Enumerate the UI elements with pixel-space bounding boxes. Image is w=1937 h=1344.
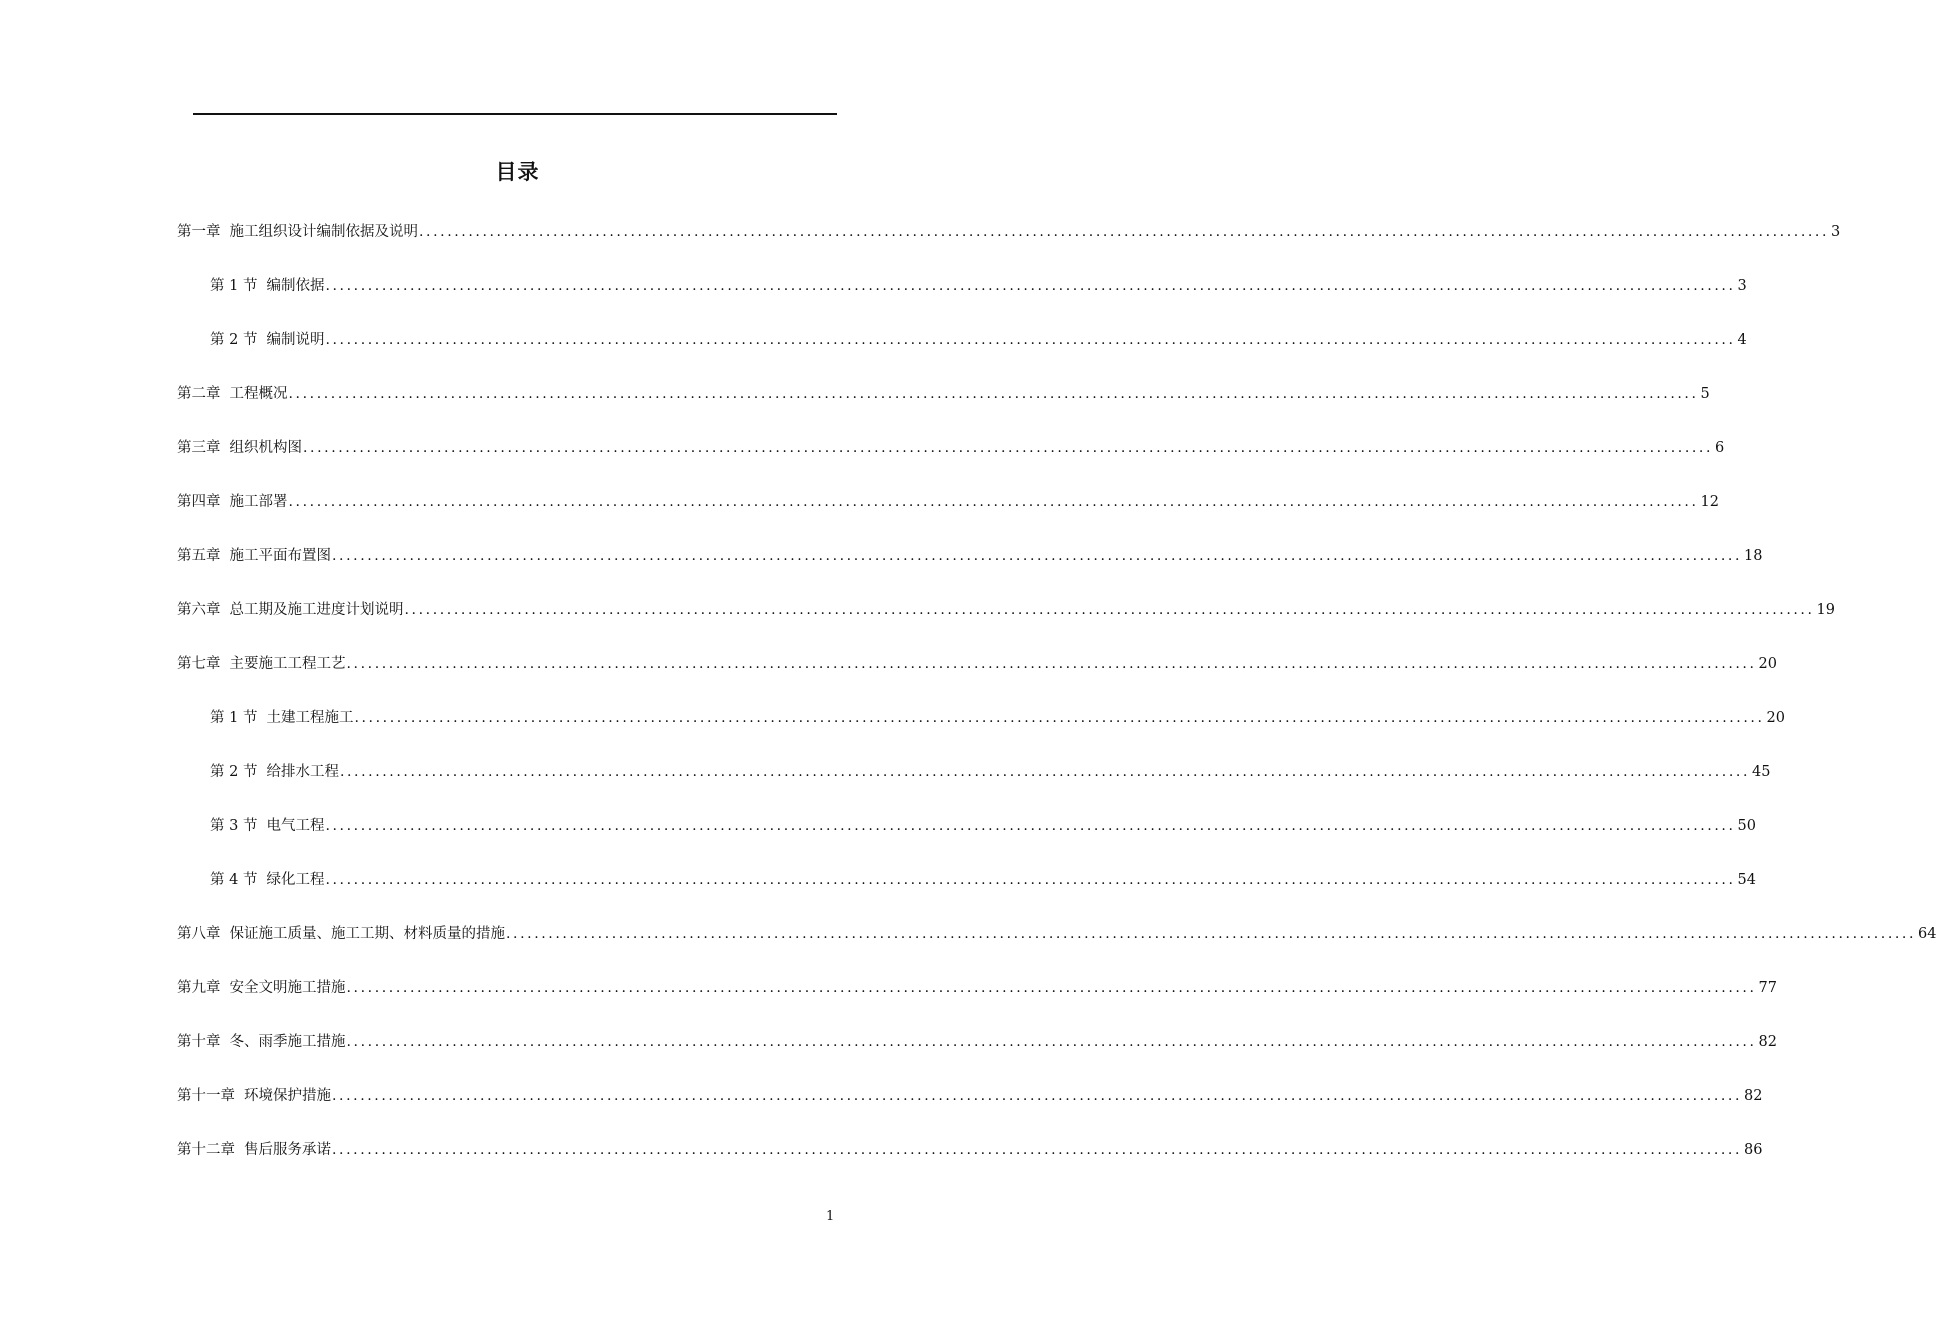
toc-entry[interactable] xyxy=(210,866,1756,890)
toc-dot-leader: ........................................................................................................................................................................................................ xyxy=(339,764,1750,780)
toc-entry[interactable] xyxy=(177,1136,1763,1160)
toc-entry-title: 编制依据 xyxy=(266,278,325,294)
toc-dot-leader: ........................................................................................................................................................................................................ xyxy=(288,494,1699,510)
toc-dot-leader: ........................................................................................................................................................................................................ xyxy=(332,1088,1743,1104)
toc-entry-page: 18 xyxy=(1744,548,1763,564)
toc-entry-title: 给排水工程 xyxy=(266,764,339,780)
toc-entry-page: 82 xyxy=(1758,1034,1777,1050)
toc-entry-page: 50 xyxy=(1737,818,1756,834)
toc-entry-title: 土建工程施工 xyxy=(266,710,354,726)
toc-entry[interactable] xyxy=(177,380,1710,404)
toc-dot-leader: ........................................................................................................................................................................................................ xyxy=(288,386,1699,402)
toc-entry-number: 第九章 xyxy=(177,980,221,996)
toc-entry-page: 3 xyxy=(1831,224,1841,240)
toc-dot-leader: ........................................................................................................................................................................................................ xyxy=(506,926,1917,942)
toc-entry-title: 工程概况 xyxy=(229,386,288,402)
toc-entry-title: 组织机构图 xyxy=(229,440,302,456)
toc-entry-number: 第三章 xyxy=(177,440,221,456)
toc-entry[interactable] xyxy=(177,542,1763,566)
toc-entry-title: 主要施工工程工艺 xyxy=(229,656,346,672)
toc-entry-title: 电气工程 xyxy=(266,818,325,834)
toc-entry-page: 4 xyxy=(1737,332,1747,348)
toc-dot-leader: ........................................................................................................................................................................................................ xyxy=(303,440,1714,456)
toc-entry-number: 第五章 xyxy=(177,548,221,564)
toc-entry-number: 第 4 节 xyxy=(210,872,258,888)
toc-entry-number: 第六章 xyxy=(177,602,221,618)
toc-entry-title: 保证施工质量、施工工期、材料质量的措施 xyxy=(229,926,505,942)
toc-entry[interactable] xyxy=(177,974,1777,998)
toc-dot-leader: ........................................................................................................................................................................................................ xyxy=(346,1034,1757,1050)
toc-entry-page: 86 xyxy=(1744,1142,1763,1158)
toc-dot-leader: ........................................................................................................................................................................................................ xyxy=(346,980,1757,996)
toc-dot-leader: ........................................................................................................................................................................................................ xyxy=(419,224,1830,240)
toc-entry-number: 第四章 xyxy=(177,494,221,510)
toc-entry-number: 第二章 xyxy=(177,386,221,402)
toc-entry-number: 第一章 xyxy=(177,224,221,240)
toc-dot-leader: ........................................................................................................................................................................................................ xyxy=(404,602,1815,618)
toc-entry-number: 第十一章 xyxy=(177,1088,235,1104)
toc-dot-leader: ........................................................................................................................................................................................................ xyxy=(325,818,1736,834)
toc-dot-leader: ........................................................................................................................................................................................................ xyxy=(346,656,1757,672)
toc-entry-page: 20 xyxy=(1758,656,1777,672)
toc-entry-title: 售后服务承诺 xyxy=(244,1142,331,1158)
toc-entry[interactable] xyxy=(210,272,1747,296)
toc-entry-page: 5 xyxy=(1700,386,1710,402)
toc-entry[interactable] xyxy=(177,920,1937,944)
toc-entry[interactable] xyxy=(177,1028,1777,1052)
toc-entry-number: 第七章 xyxy=(177,656,221,672)
toc-entry-page: 3 xyxy=(1737,278,1747,294)
page-number: 1 xyxy=(826,1209,835,1224)
toc-entry[interactable] xyxy=(210,326,1747,350)
toc-entry-number: 第 1 节 xyxy=(210,710,258,726)
toc-entry-page: 64 xyxy=(1918,926,1937,942)
toc-entry[interactable] xyxy=(210,812,1756,836)
toc-entry[interactable] xyxy=(177,434,1725,458)
toc-dot-leader: ........................................................................................................................................................................................................ xyxy=(332,1142,1743,1158)
toc-entry-page: 6 xyxy=(1715,440,1725,456)
toc-entry-number: 第 1 节 xyxy=(210,278,258,294)
toc-title: 目录 xyxy=(495,160,540,184)
toc-entry-page: 19 xyxy=(1816,602,1835,618)
toc-entry-title: 环境保护措施 xyxy=(244,1088,331,1104)
toc-entry-number: 第十二章 xyxy=(177,1142,235,1158)
toc-dot-leader: ........................................................................................................................................................................................................ xyxy=(354,710,1765,726)
toc-entry-page: 54 xyxy=(1737,872,1756,888)
toc-entry-title: 编制说明 xyxy=(266,332,325,348)
toc-entry-number: 第十章 xyxy=(177,1034,221,1050)
toc-entry[interactable] xyxy=(177,488,1719,512)
toc-entry[interactable] xyxy=(177,596,1835,620)
toc-entry-number: 第 2 节 xyxy=(210,764,258,780)
toc-dot-leader: ........................................................................................................................................................................................................ xyxy=(325,872,1736,888)
toc-entry[interactable] xyxy=(177,1082,1763,1106)
toc-entry-title: 冬、雨季施工措施 xyxy=(229,1034,346,1050)
toc-entry[interactable] xyxy=(177,218,1841,242)
toc-entry-title: 总工期及施工进度计划说明 xyxy=(229,602,404,618)
toc-entry-page: 12 xyxy=(1700,494,1719,510)
toc-dot-leader: ........................................................................................................................................................................................................ xyxy=(325,278,1736,294)
toc-dot-leader: ........................................................................................................................................................................................................ xyxy=(325,332,1736,348)
toc-dot-leader: ........................................................................................................................................................................................................ xyxy=(332,548,1743,564)
toc-entry-page: 82 xyxy=(1744,1088,1763,1104)
toc-entry-title: 绿化工程 xyxy=(266,872,325,888)
toc-entry[interactable] xyxy=(210,704,1785,728)
toc-entry-title: 安全文明施工措施 xyxy=(229,980,346,996)
toc-entry-page: 20 xyxy=(1766,710,1785,726)
toc-entry-number: 第八章 xyxy=(177,926,221,942)
toc-entry-page: 45 xyxy=(1752,764,1771,780)
toc-entry[interactable] xyxy=(210,758,1771,782)
toc-entry-number: 第 2 节 xyxy=(210,332,258,348)
toc-entry-title: 施工组织设计编制依据及说明 xyxy=(229,224,418,240)
toc-entry-page: 77 xyxy=(1758,980,1777,996)
toc-entry-number: 第 3 节 xyxy=(210,818,258,834)
toc-entry[interactable] xyxy=(177,650,1777,674)
toc-entry-title: 施工部署 xyxy=(229,494,288,510)
toc-entry-title: 施工平面布置图 xyxy=(229,548,331,564)
